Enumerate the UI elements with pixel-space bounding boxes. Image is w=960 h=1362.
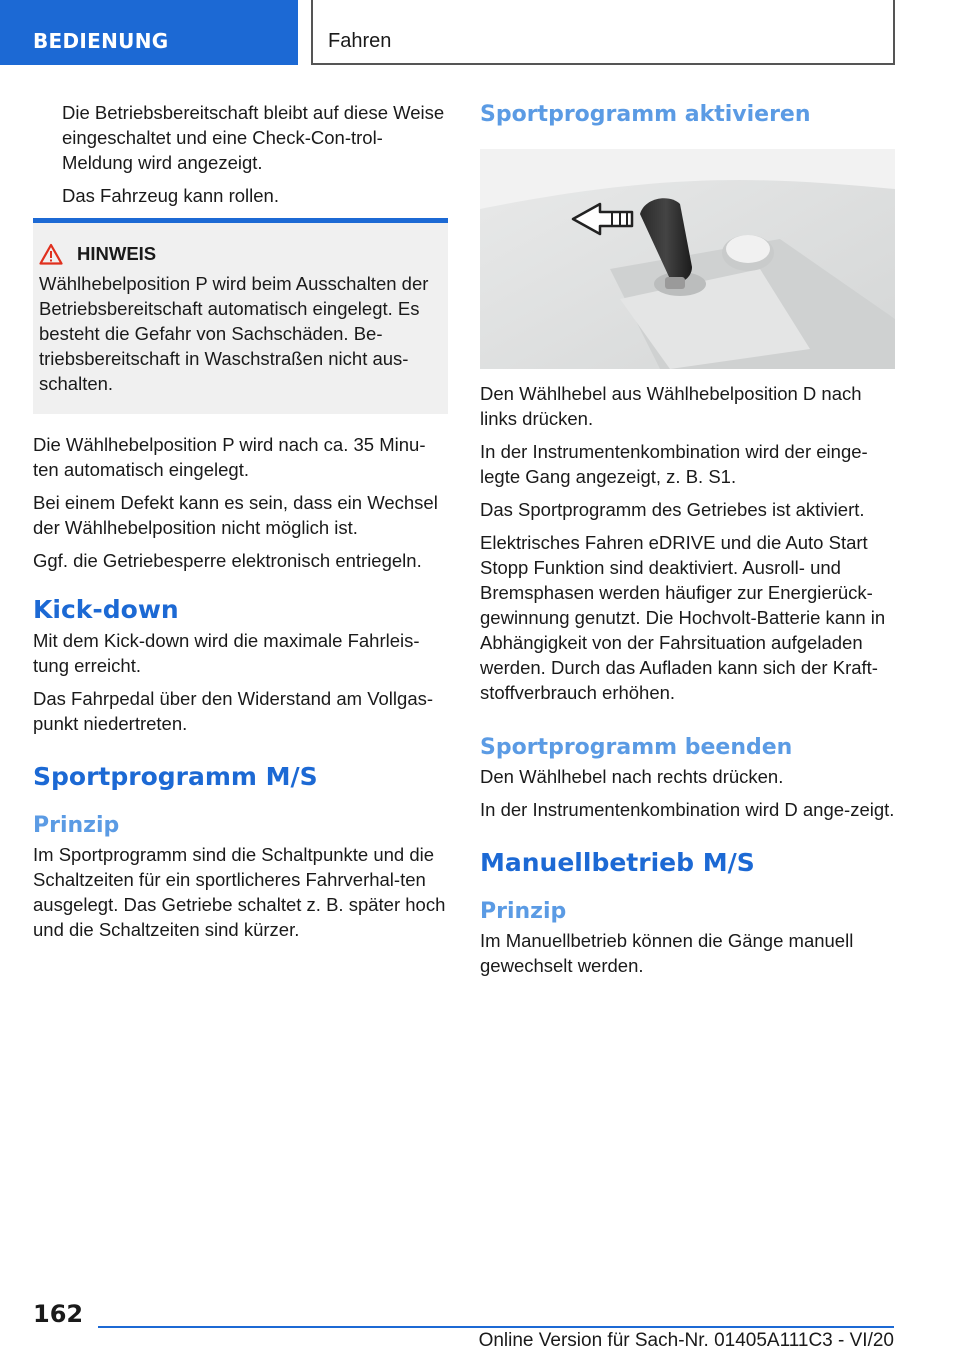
heading-kickdown: Kick-down bbox=[33, 595, 179, 624]
paragraph: Bei einem Defekt kann es sein, dass ein Wechsel der Wählhebelposition nicht möglich ist. bbox=[33, 492, 438, 538]
paragraph: Die Betriebsbereitschaft bleibt auf diese Weise eingeschaltet und eine Check-Con-trol-Meldung wird angezeigt. bbox=[62, 102, 445, 173]
paragraph: Die Wählhebelposition P wird nach ca. 35 Minu-ten automatisch eingelegt. bbox=[33, 434, 426, 480]
heading-prinzip: Prinzip bbox=[480, 899, 567, 924]
warning-triangle-icon bbox=[39, 243, 63, 265]
paragraph: Das Sportprogramm des Getriebes ist aktiviert. bbox=[480, 499, 865, 520]
paragraph: In der Instrumentenkombination wird D ange-zeigt. bbox=[480, 799, 895, 820]
left-column bbox=[33, 100, 448, 950]
paragraph: Im Sportprogramm sind die Schaltpunkte und die Schaltzeiten für ein sportlicheres Fahrverhal-ten ausgelegt. Das Getriebe schaltet z. B. später hoch und die Schaltzeiten sind kürzer. bbox=[33, 844, 446, 940]
heading-prinzip: Prinzip bbox=[33, 813, 120, 838]
paragraph: Im Manuellbetrieb können die Gänge manuell gewechselt werden. bbox=[480, 930, 854, 976]
right-column bbox=[480, 100, 895, 986]
paragraph: Mit dem Kick-down wird die maximale Fahrleis-tung erreicht. bbox=[33, 630, 420, 676]
notice-title: HINWEIS bbox=[77, 243, 157, 264]
paragraph: Den Wählhebel nach rechts drücken. bbox=[480, 766, 784, 787]
chapter-title: Fahren bbox=[311, 0, 895, 65]
heading-sport-beenden: Sportprogramm beenden bbox=[480, 735, 793, 760]
paragraph: Den Wählhebel aus Wählhebelposition D nach links drücken. bbox=[480, 383, 862, 429]
page-number: 162 bbox=[33, 1300, 84, 1328]
heading-manuellbetrieb: Manuellbetrieb M/S bbox=[480, 848, 755, 877]
gear-selector-photo bbox=[480, 149, 895, 369]
paragraph: Elektrisches Fahren eDRIVE und die Auto Start Stopp Funktion sind deaktiviert. Ausroll- und Bremsphasen werden häufiger zur Energierück-gewinnung genutzt. Die Hochvolt-Batterie kann in Abhängigkeit von der Fahrsituation aufgeladen werden. Durch das Aufladen kann sich der Kraft-stoffverbrauch erhöhen. bbox=[480, 532, 886, 703]
paragraph: In der Instrumentenkombination wird der einge-legte Gang angezeigt, z. B. S1. bbox=[480, 441, 868, 487]
section-tab: BEDIENUNG bbox=[0, 0, 298, 65]
heading-sport-aktivieren: Sportprogramm aktivieren bbox=[480, 102, 811, 127]
paragraph: Ggf. die Getriebesperre elektronisch entriegeln. bbox=[33, 550, 422, 571]
footer-divider bbox=[98, 1326, 894, 1328]
paragraph: Das Fahrzeug kann rollen. bbox=[62, 185, 279, 206]
heading-sportprogramm: Sportprogramm M/S bbox=[33, 762, 318, 791]
notice-text: Wählhebelposition P wird beim Ausschalten der Betriebsbereitschaft automatisch eingelegt. Es besteht die Gefahr von Sachschäden. Be-triebsbereitschaft in Waschstraßen nicht aus-schalten. bbox=[39, 273, 429, 394]
notice-heading bbox=[39, 243, 442, 265]
paragraph: Das Fahrpedal über den Widerstand am Vollgas-punkt niedertreten. bbox=[33, 688, 434, 734]
notice-box bbox=[33, 218, 448, 414]
footer-version-text: Online Version für Sach-Nr. 01405A111C3 - VI/20 bbox=[478, 1330, 894, 1351]
